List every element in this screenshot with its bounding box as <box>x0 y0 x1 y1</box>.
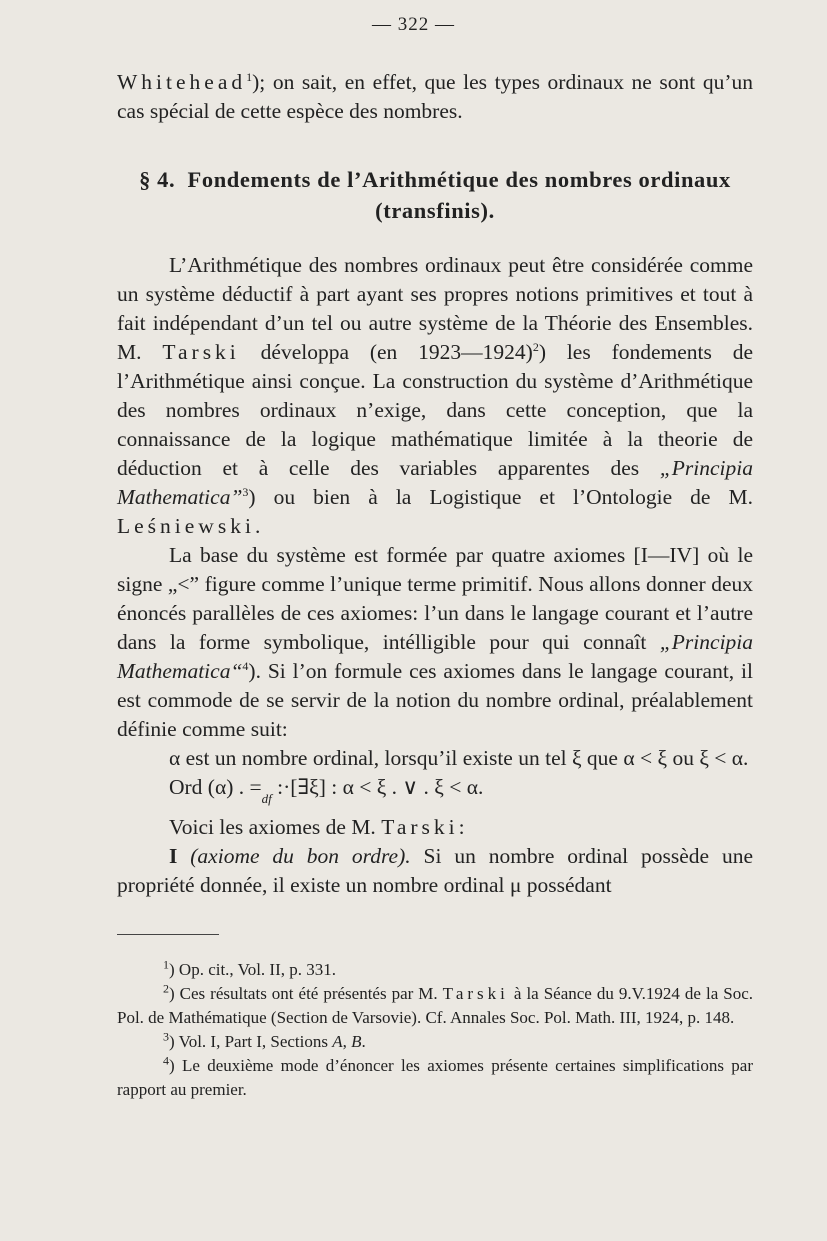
author-name: Tarski <box>442 984 509 1003</box>
page-number: — 322 — <box>372 14 455 35</box>
author-name: Tarski <box>381 815 459 839</box>
axioms-intro: Voici les axiomes de M. Tarski: <box>169 815 465 839</box>
definition-formula: Ord (α) . $=_{df}$ :·[∃ξ] : α < ξ . ∨ . ξ < α. <box>169 775 484 806</box>
footnote-2: $^2$) Ces résultats ont été présentés par M. Tarski à la Séance du 9.V.1924 de la Soc. Pol. de Mathématique (Section de Varsovie). Cf. Annales Soc. Pol. Math. III, 1924, p. 148. <box>117 981 753 1027</box>
footnote-separator <box>117 934 219 935</box>
author-name: Leśniewski <box>117 514 255 538</box>
axiom-title: (axiome du bon ordre). <box>190 844 411 868</box>
footnote-4: $^4$) Le deuxième mode d’énoncer les axiomes présente certaines simplifications par rapport au premier. <box>117 1053 753 1099</box>
book-title: „Principia Mathematica” <box>117 456 753 509</box>
definition-text: α est un nombre ordinal, lorsqu’il existe un tel ξ que α < ξ ou ξ < α. <box>169 746 749 770</box>
df-subscript: df <box>261 791 272 806</box>
main-text <box>117 68 753 900</box>
footnote-ref: 3 <box>242 484 249 499</box>
footnote-ref: 1 <box>246 69 253 84</box>
axiom-1: I (axiome du bon ordre). Si un nombre ordinal possède une propriété donnée, il existe un nombre ordinal μ possédant <box>117 844 754 897</box>
section-heading <box>117 164 753 226</box>
author-name: Whitehead <box>117 70 247 94</box>
paragraph-2: La base du système est formée par quatre axiomes [I—IV] où le signe „<” figure comme l’unique terme primitif. Nous allons donner deux énoncés parallèles de ces axiomes: l’un dans le langage courant et l’autre dans la forme symbolique, intélligible pour qui connaît „Principia Mathematica“$^4$). Si l’on formule ces axiomes dans le langage courant, il est commode de se servir de la notion du nombre ordinal, préalablement définie comme suit: <box>117 543 754 741</box>
footnote-ref: 2 <box>532 339 539 354</box>
paragraph-continuation: Whitehead$^1$); on sait, en effet, que les types ordinaux ne sont qu’un cas spécial de cette espèce des nombres. <box>117 69 753 123</box>
author-name: Tarski <box>162 340 240 364</box>
footnote-ref: 4 <box>242 658 249 673</box>
section-title: Fondements de l’Arithmétique des nombres ordinaux (transfinis). <box>187 167 731 223</box>
footnotes <box>117 958 753 1102</box>
footnote-3: $^3$) Vol. I, Part I, Sections A, B. <box>163 1029 366 1051</box>
book-title: „Principia Mathematica“ <box>117 630 754 683</box>
paragraph-1: L’Arithmétique des nombres ordinaux peut être considérée comme un système déductif à part ayant ses propres notions primitives et tout à fait indépendant d’un tel ou autre système de la Théorie des Ensembles. M. Tarski développa (en 1923—1924)$^2$) les fondements de l’Arithmétique ainsi conçue. La construction du système d’Arithmétique des nombres ordinaux n’exige, dans cette conception, que la connaissance de la logique mathématique limitée à la theorie de déduction et à celle des variables apparentes des „Principia Mathematica”$^3$) ou bien à la Logistique et l’Ontologie de M. Leśniewski. <box>117 253 754 538</box>
section-number: § 4. <box>139 167 176 192</box>
axiom-number: I <box>169 844 178 868</box>
footnote-1: $^1$) Op. cit., Vol. II, p. 331. <box>163 957 337 979</box>
